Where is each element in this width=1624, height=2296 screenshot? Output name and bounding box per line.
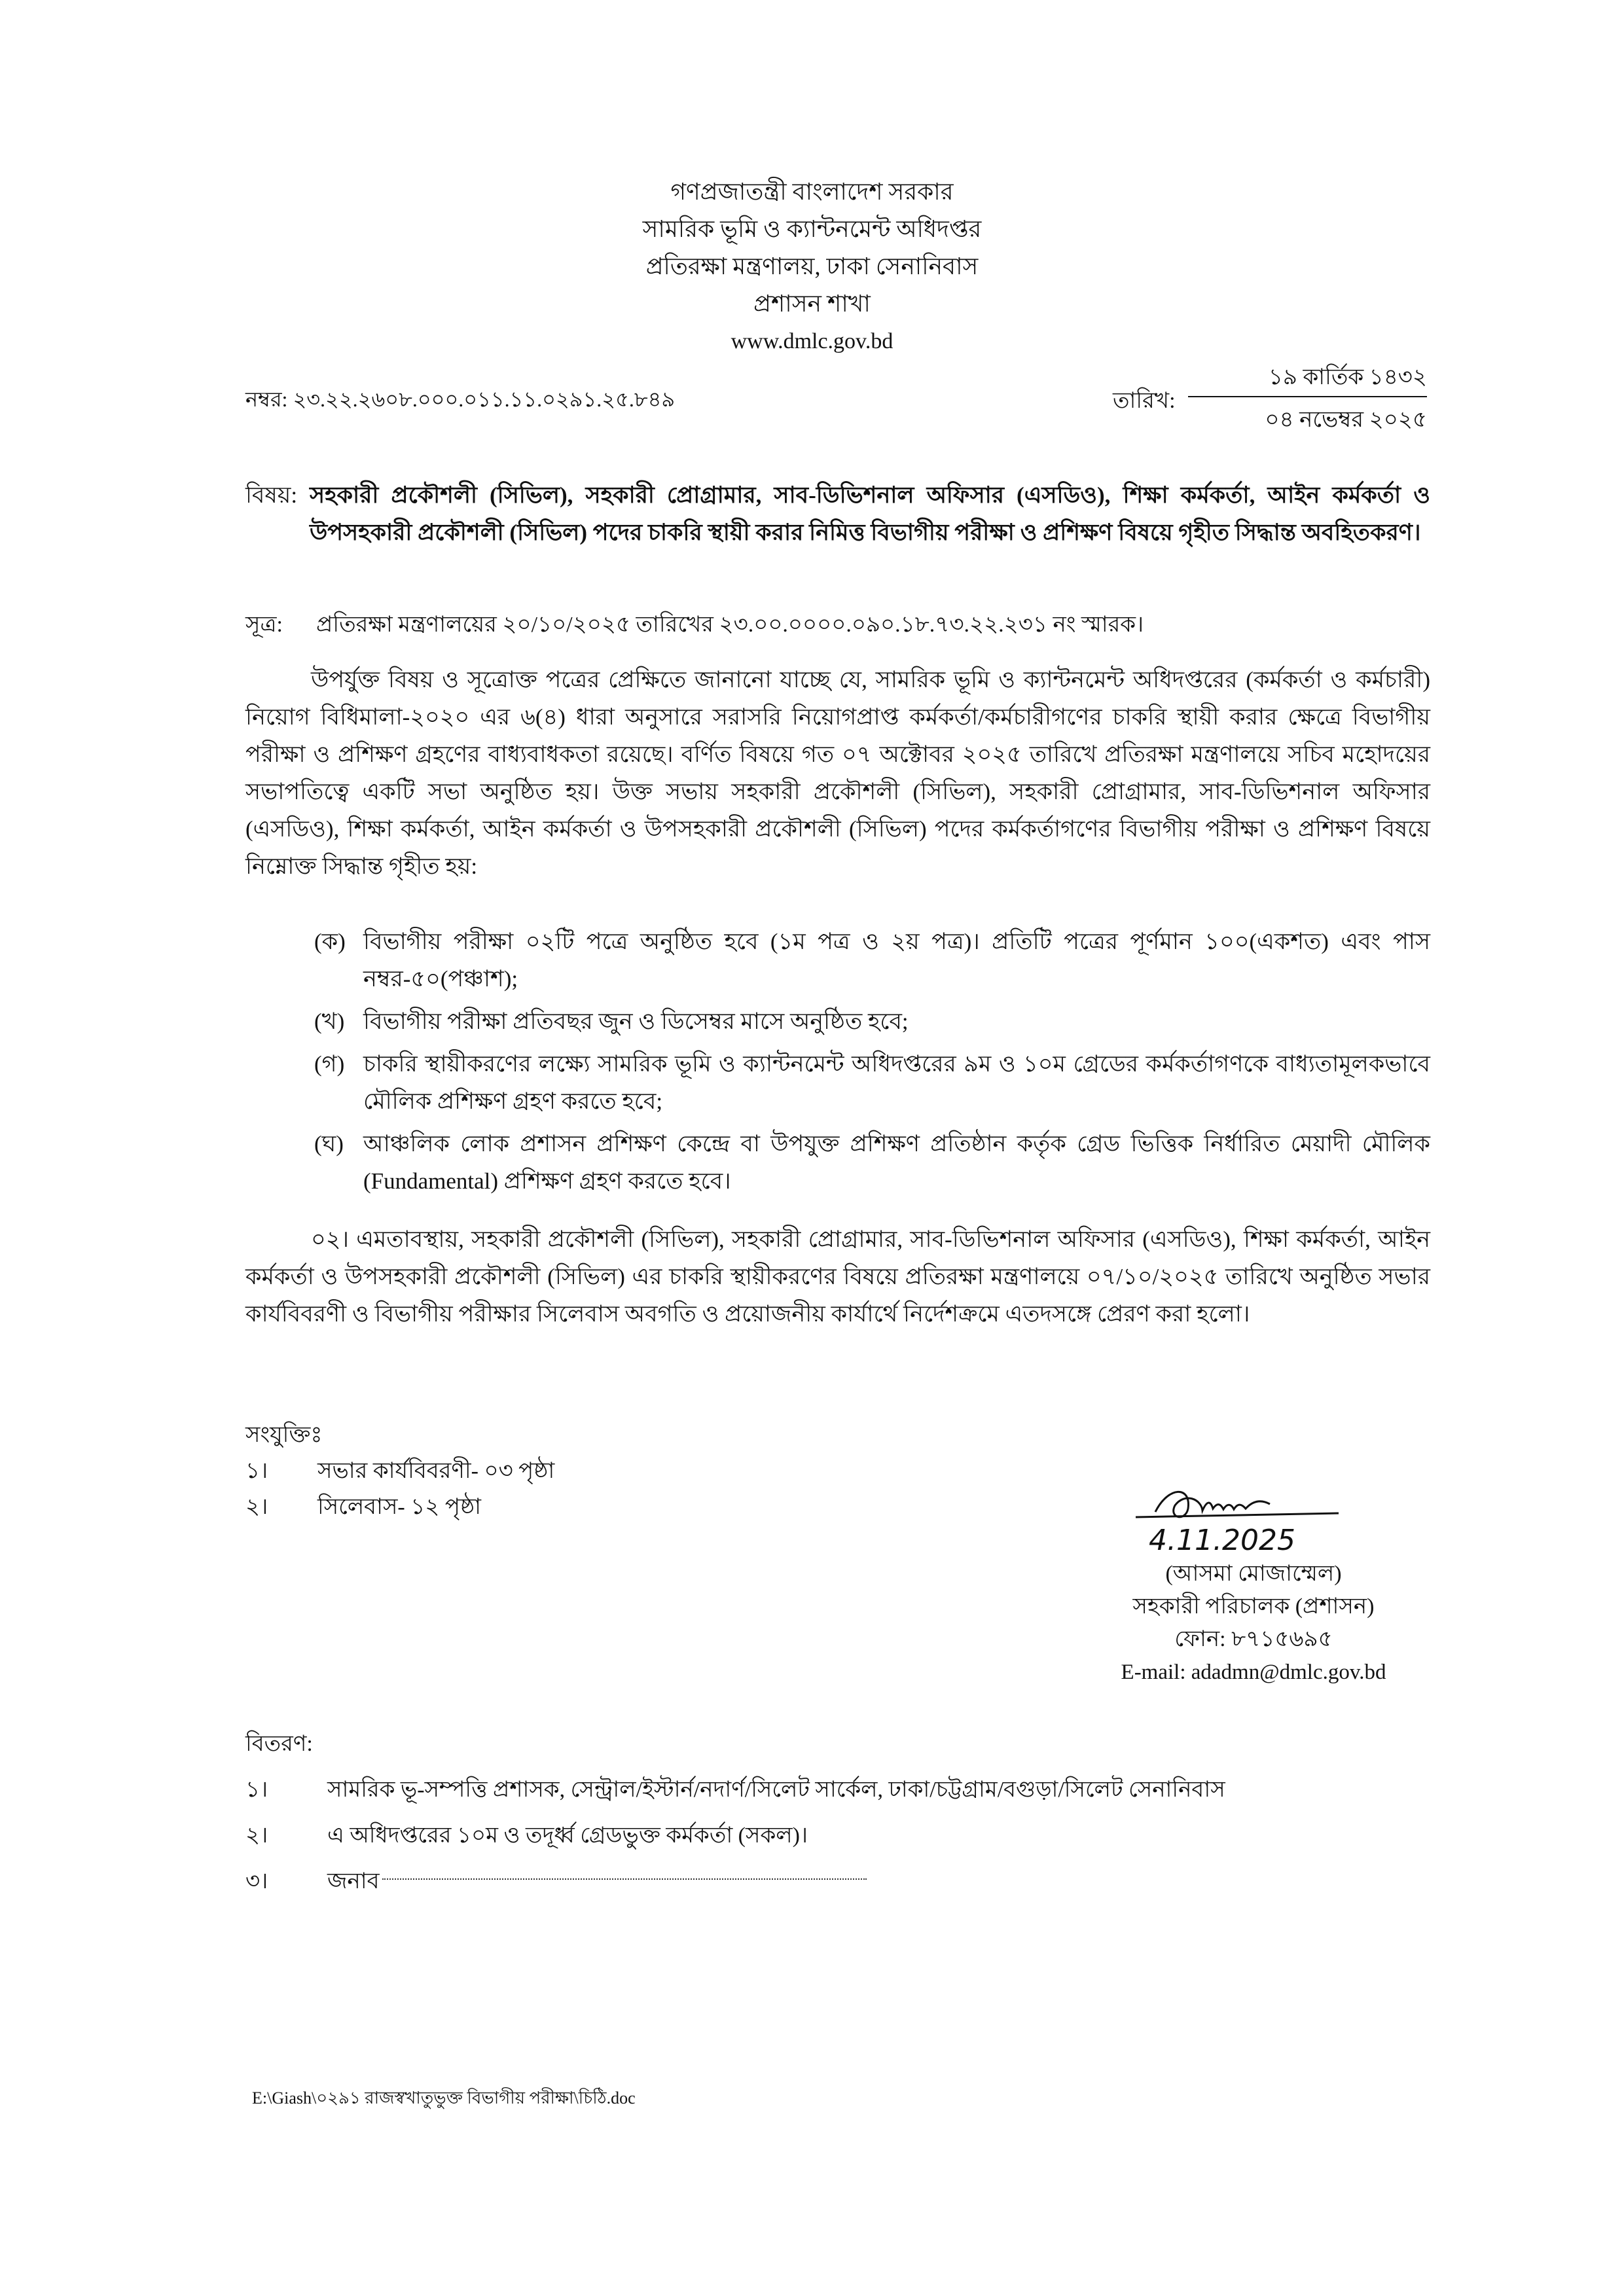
date-block	[1113, 360, 1427, 432]
government-name: গণপ্রজাতন্ত্রী বাংলাদেশ সরকার	[670, 179, 954, 205]
decision-marker: (খ)	[314, 1009, 345, 1034]
attachments	[245, 1417, 554, 1525]
decision-text: চাকরি স্থায়ীকরণের লক্ষ্যে সামরিক ভূমি ও ক্যান্টনমেন্ট অধিদপ্তরের ৯ম ও ১০ম গ্রেডের কর্মকর্তাগণকে বাধ্যতামূলকভাবে মৌলিক প্রশিক্ষণ গ্রহণ করতে হবে;	[363, 1051, 1430, 1114]
body-paragraph-1: উপর্যুক্ত বিষয় ও সূত্রোক্ত পত্রের প্রেক্ষিতে জানানো যাচ্ছে যে, সামরিক ভূমি ও ক্যান্টনমেন্ট অধিদপ্তরের (কর্মকর্তা ও কর্মচারী) নিয়োগ বিধিমালা-২০২০ এর ৬(৪) ধারা অনুসারে সরাসরি নিয়োগপ্রাপ্ত কর্মকর্তা/কর্মচারীগণের চাকরি স্থায়ী করার ক্ষেত্রে বিভাগীয় পরীক্ষা ও প্রশিক্ষণ গ্রহণের বাধ্যবাধকতা রয়েছে। বর্ণিত বিষয়ে গত ০৭ অক্টোবর ২০২৫ তারিখে প্রতিরক্ষা মন্ত্রণালয়ে সচিব মহোদয়ের সভাপতিত্বে একটি সভা অনুষ্ঠিত হয়। উক্ত সভায় সহকারী প্রকৌশলী (সিভিল), সহকারী প্রোগ্রামার, সাব-ডিভিশনাল অফিসার (এসডিও), শিক্ষা কর্মকর্তা, আইন কর্মকর্তা ও উপসহকারী প্রকৌশলী (সিভিল) পদের কর্মকর্তাগণের বিভাগীয় পরীক্ষা ও প্রশিক্ষণ বিষয়ে নিম্নোক্ত সিদ্ধান্ত গৃহীত হয়:	[245, 667, 1430, 879]
decision-text: বিভাগীয় পরীক্ষা প্রতিবছর জুন ও ডিসেম্বর মাসে অনুষ্ঠিত হবে;	[363, 1009, 909, 1034]
department-name: সামরিক ভূমি ও ক্যান্টনমেন্ট অধিদপ্তর	[642, 216, 982, 242]
distribution-item	[245, 1767, 1225, 1813]
signature-date: 4.11.2025	[1149, 1524, 1295, 1557]
attachment-item	[245, 1453, 554, 1489]
website-link[interactable]: www.dmlc.gov.bd	[731, 329, 893, 353]
distribution-number: ১।	[245, 1778, 268, 1802]
ministry-name: প্রতিরক্ষা মন্ত্রণালয়, ঢাকা সেনানিবাস	[645, 253, 979, 279]
attachment-text: সভার কার্যবিবরণী- ০৩ পৃষ্ঠা	[317, 1459, 555, 1483]
letterhead	[0, 173, 1624, 360]
decision-marker: (গ)	[314, 1051, 345, 1077]
subject-text: সহকারী প্রকৌশলী (সিভিল), সহকারী প্রোগ্রামার, সাব-ডিভিশনাল অফিসার (এসডিও), শিক্ষা কর্মকর্তা, আইন কর্মকর্তা ও উপসহকারী প্রকৌশলী (সিভিল) পদের চাকরি স্থায়ী করার নিমিত্ত বিভাগীয় পরীক্ষা ও প্রশিক্ষণ বিষয়ে গৃহীত সিদ্ধান্ত অবহিতকরণ।	[310, 482, 1430, 545]
decision-item	[314, 1003, 1430, 1040]
distribution-text: এ অধিদপ্তরের ১০ম ও তদূর্ধ্ব গ্রেডভুক্ত কর্মকর্তা (সকল)।	[327, 1823, 808, 1848]
distribution-item	[245, 1859, 1225, 1905]
distribution-item	[245, 1813, 1225, 1859]
signature-scribble	[1129, 1473, 1378, 1558]
name-blank-line	[382, 1859, 867, 1880]
distribution-label: বিতরণ:	[245, 1732, 313, 1756]
distribution-number: ৩।	[245, 1869, 268, 1893]
attachments-label: সংযুক্তিঃ	[245, 1423, 323, 1447]
decision-item	[314, 1125, 1430, 1200]
date-divider	[1188, 396, 1427, 397]
signatory-name: (আসমা মোজাম্মেল)	[1165, 1562, 1342, 1586]
decision-marker: (ঘ)	[314, 1131, 344, 1157]
distribution-text: জনাব	[327, 1869, 380, 1893]
distribution-number: ২।	[245, 1823, 268, 1848]
signatory-phone: ফোন: ৮৭১৫৬৯৫	[1174, 1627, 1333, 1651]
date-bangla: ১৯ কার্তিক ১৪৩২	[1268, 365, 1427, 389]
signature-block	[1067, 1473, 1440, 1689]
date-label: তারিখ:	[1113, 389, 1176, 413]
reference-label: সূত্র:	[245, 613, 283, 637]
branch-name: প্রশাসন শাখা	[753, 291, 871, 317]
decision-text: বিভাগীয় পরীক্ষা ০২টি পত্রে অনুষ্ঠিত হবে (১ম পত্র ও ২য় পত্র)। প্রতিটি পত্রের পূর্ণমান ১০০(একশত) এবং পাস নম্বর-৫০(পঞ্চাশ);	[363, 929, 1430, 992]
distribution	[245, 1721, 1225, 1905]
distribution-text: সামরিক ভূ-সম্পত্তি প্রশাসক, সেন্ট্রাল/ইস্টার্ন/নদার্ণ/সিলেট সার্কেল, ঢাকা/চট্টগ্রাম/বগুড়া/সিলেট সেনানিবাস	[327, 1778, 1225, 1802]
attachment-text: সিলেবাস- ১২ পৃষ্ঠা	[317, 1495, 482, 1519]
signatory-designation: সহকারী পরিচালক (প্রশাসন)	[1132, 1594, 1375, 1619]
reference-text: প্রতিরক্ষা মন্ত্রণালয়ের ২০/১০/২০২৫ তারিখের ২৩.০০.০০০০.০৯০.১৮.৭৩.২২.২৩১ নং স্মারক।	[316, 613, 1144, 637]
decision-item	[314, 1045, 1430, 1120]
subject-label: বিষয়:	[245, 482, 298, 508]
date-gregorian: ০৪ নভেম্বর ২০২৫	[1265, 408, 1427, 432]
subject	[245, 476, 1430, 551]
signatory-email[interactable]: E-mail: adadmn@dmlc.gov.bd	[1121, 1660, 1386, 1684]
attachment-number: ২।	[245, 1495, 268, 1519]
decision-text: আঞ্চলিক লোক প্রশাসন প্রশিক্ষণ কেন্দ্রে বা উপযুক্ত প্রশিক্ষণ প্রতিষ্ঠান কর্তৃক গ্রেড ভিত্তিক নির্ধারিত মেয়াদী মৌলিক (Fundamental) প্রশিক্ষণ গ্রহণ করতে হবে।	[363, 1131, 1430, 1194]
attachment-item	[245, 1489, 554, 1525]
decision-list	[314, 923, 1430, 1205]
reference	[245, 607, 1430, 645]
body-paragraph-2: ০২। এমতাবস্থায়, সহকারী প্রকৌশলী (সিভিল), সহকারী প্রোগ্রামার, সাব-ডিভিশনাল অফিসার (এসডিও), শিক্ষা কর্মকর্তা, আইন কর্মকর্তা ও উপসহকারী প্রকৌশলী (সিভিল) এর চাকরি স্থায়ীকরণের বিষয়ে প্রতিরক্ষা মন্ত্রণালয়ে ০৭/১০/২০২৫ তারিখে অনুষ্ঠিত সভার কার্যবিবরণী ও বিভাগীয় পরীক্ষার সিলেবাস অবগতি ও প্রয়োজনীয় কার্যার্থে নির্দেশক্রমে এতদসঙ্গে প্রেরণ করা হলো।	[245, 1227, 1430, 1327]
decision-item	[314, 923, 1430, 997]
file-path: E:\Giash\০২৯১ রাজস্বখাতুভুক্ত বিভাগীয় পরীক্ষা\চিঠি.doc	[252, 2089, 636, 2108]
memo-number: নম্বর: ২৩.২২.২৬০৮.০০০.০১১.১১.০২৯১.২৫.৮৪৯	[245, 387, 676, 411]
decision-marker: (ক)	[314, 929, 346, 954]
attachment-number: ১।	[245, 1459, 268, 1483]
